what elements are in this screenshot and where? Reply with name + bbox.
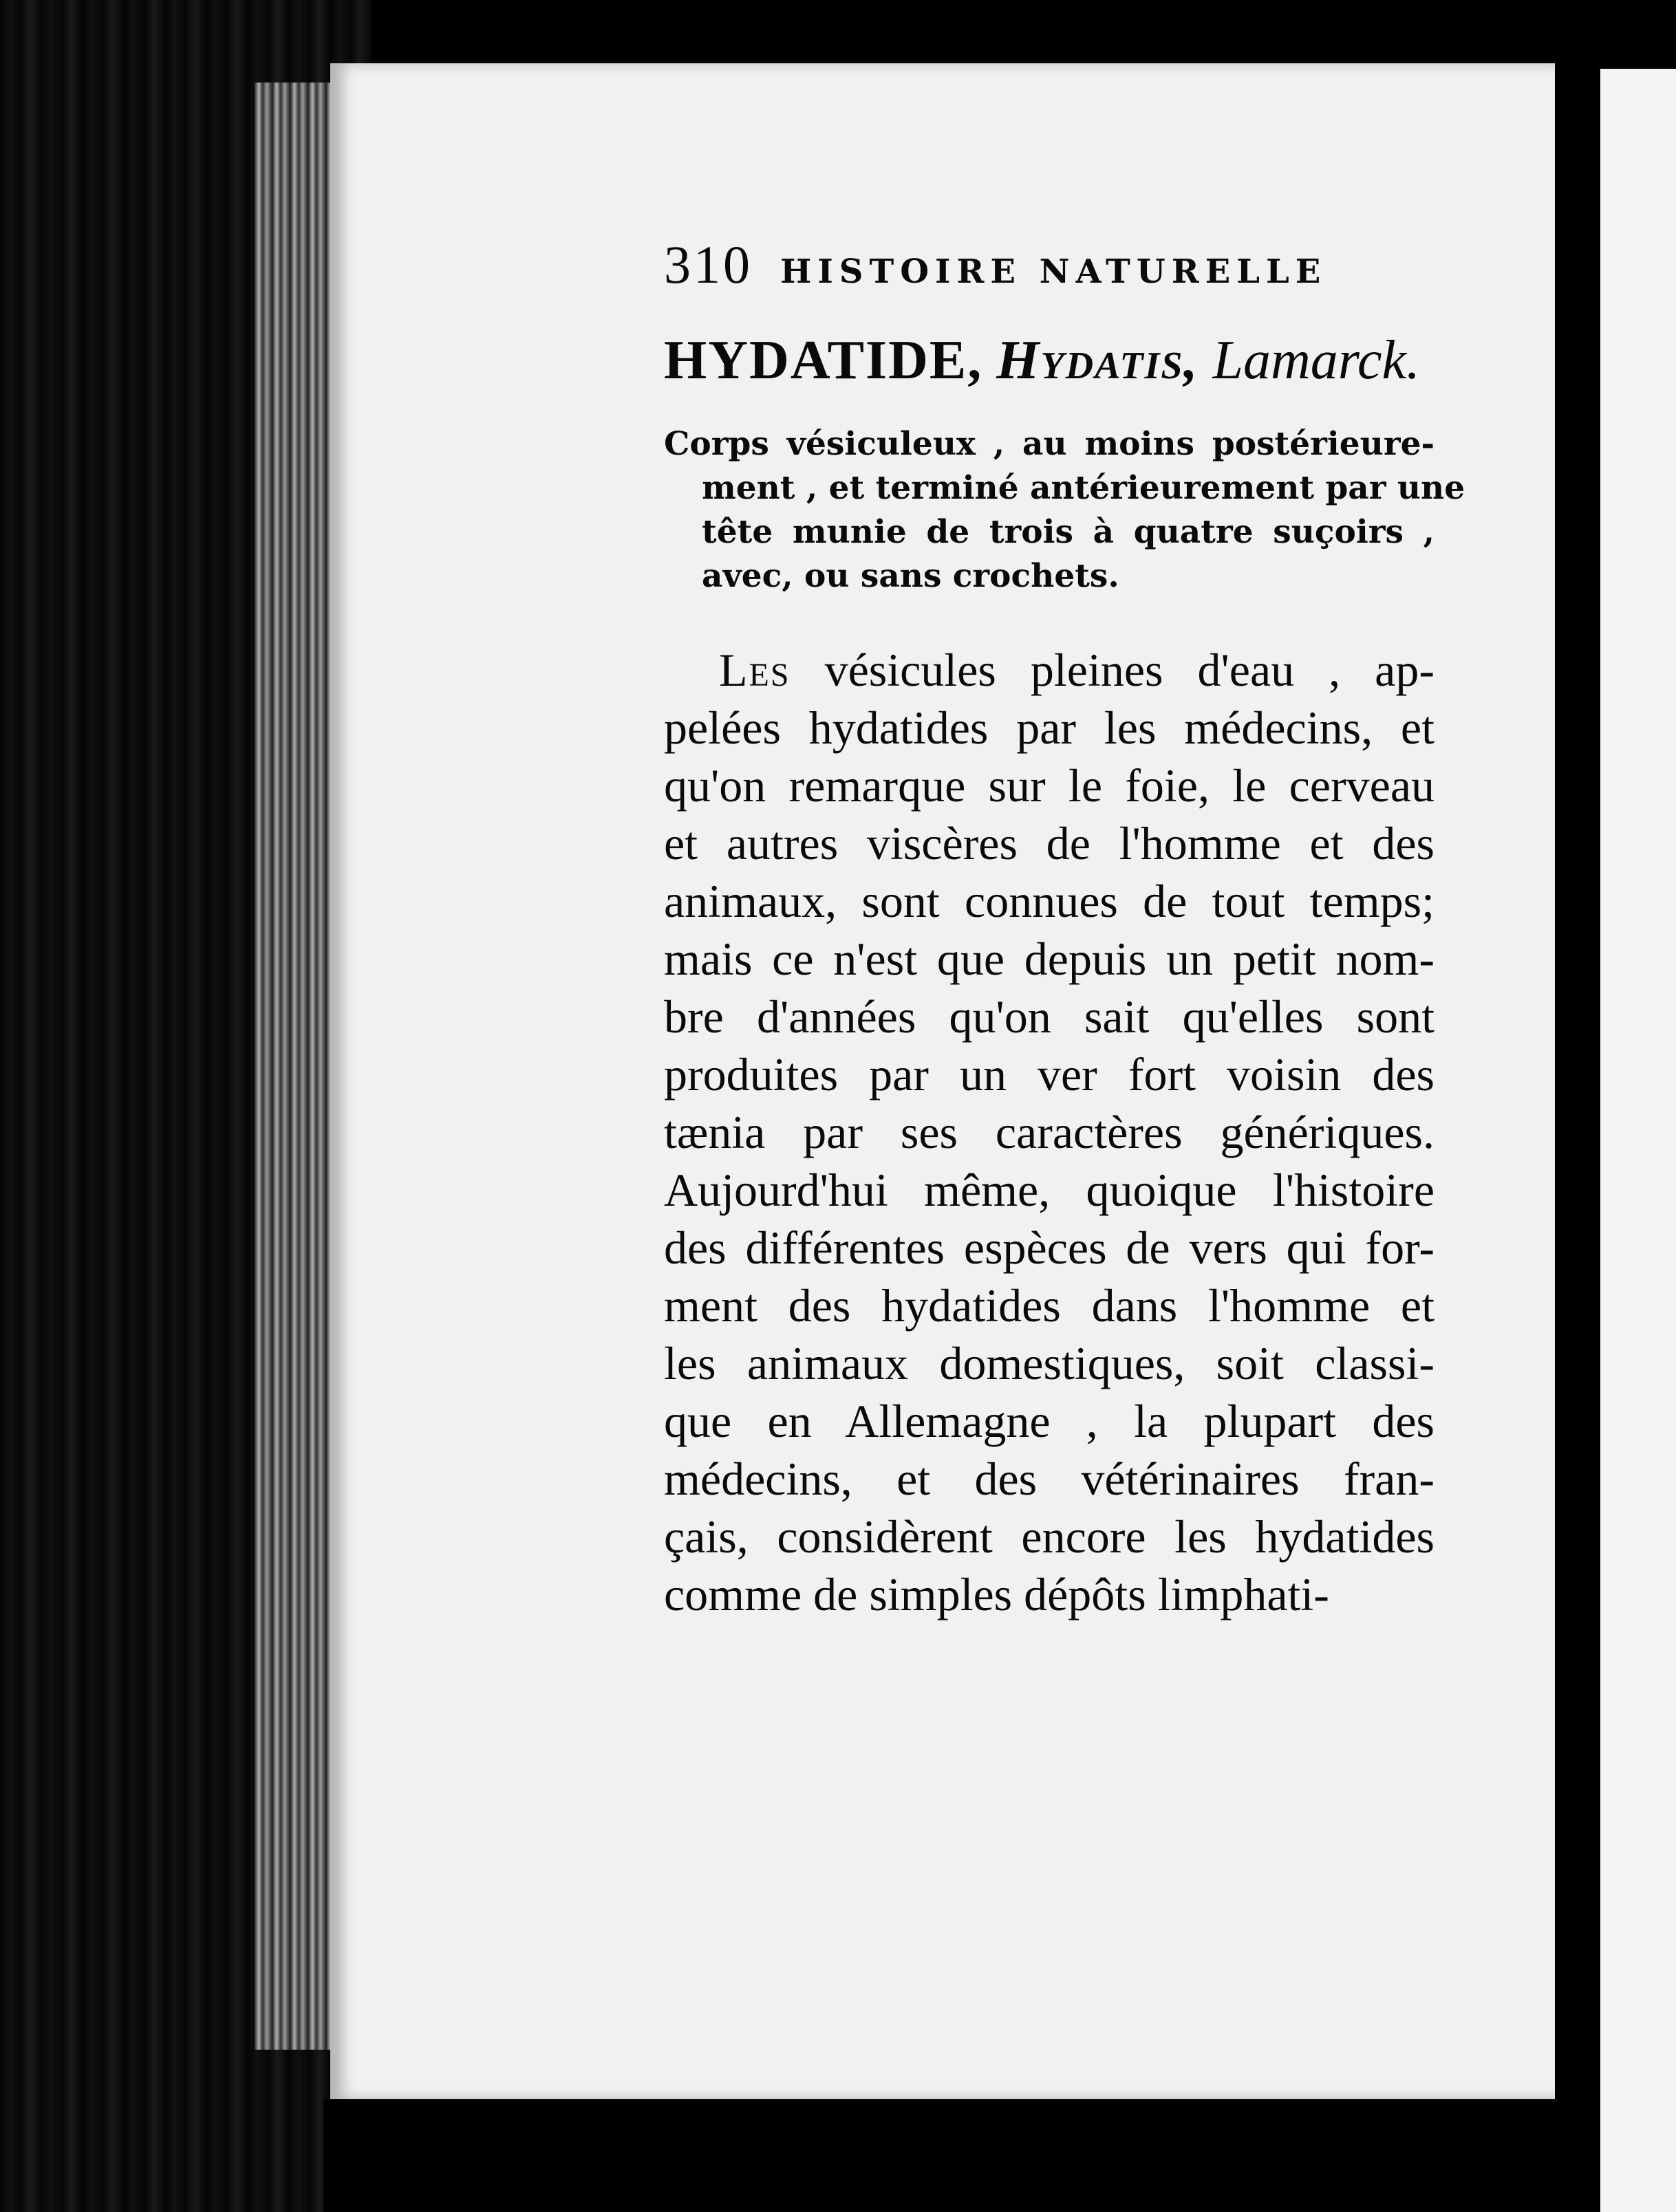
body-line: çais, considèrent encore les hydatides: [664, 1510, 1435, 1563]
body-line: animaux, sont connues de tout temps;: [664, 875, 1435, 927]
body-line: que en Allemagne , la plupart des: [664, 1395, 1435, 1447]
page-text: [664, 234, 1465, 1623]
body-line: mais ce n'est que depuis un petit nom-: [664, 933, 1435, 985]
body-line-text: vésicules pleines d'eau , ap-: [790, 644, 1435, 696]
body-line: Aujourd'hui même, quoique l'histoire: [664, 1164, 1435, 1216]
genus-latin-name: Hydatis,: [996, 330, 1199, 391]
body-line: [664, 641, 1435, 699]
body-line: ment des hydatides dans l'homme et: [664, 1279, 1435, 1332]
running-head: [664, 234, 1435, 303]
body-line: pelées hydatides par les médecins, et: [664, 702, 1435, 754]
genus-description: [664, 422, 1465, 598]
description-line: tête munie de trois à quatre suçoirs ,: [702, 513, 1435, 551]
body-line: bre d'années qu'on sait qu'elles sont: [664, 990, 1435, 1043]
body-line: tænia par ses caractères génériques.: [664, 1106, 1435, 1158]
genus-author: Lamarck.: [1212, 330, 1420, 391]
facing-page-edge: [1582, 69, 1676, 2212]
genus-name: HYDATIDE,: [664, 330, 983, 391]
description-line: Corps vésiculeux , au moins postérieure-: [664, 425, 1435, 463]
body-paragraph: [664, 641, 1435, 1623]
running-head-title: HISTOIRE NATURELLE: [780, 252, 1327, 291]
body-line: qu'on remarque sur le foie, le cerveau: [664, 759, 1435, 812]
description-line: ment , et terminé antérieurement par une: [702, 469, 1465, 507]
body-line: médecins, et des vétérinaires fran-: [664, 1453, 1435, 1505]
page-number: 310: [664, 235, 753, 294]
description-line: avec, ou sans crochets.: [702, 557, 1119, 595]
body-line: les animaux domestiques, soit classi-: [664, 1337, 1435, 1389]
genus-heading: [664, 330, 1435, 391]
body-line: comme de simples dépôts limphati-: [664, 1568, 1329, 1620]
body-line: et autres viscères de l'homme et des: [664, 817, 1435, 869]
drop-word: Les: [719, 644, 791, 696]
bottom-shadow: [323, 2099, 1582, 2212]
body-line: produites par un ver fort voisin des: [664, 1048, 1435, 1100]
body-line: des différentes espèces de vers qui for-: [664, 1222, 1435, 1274]
